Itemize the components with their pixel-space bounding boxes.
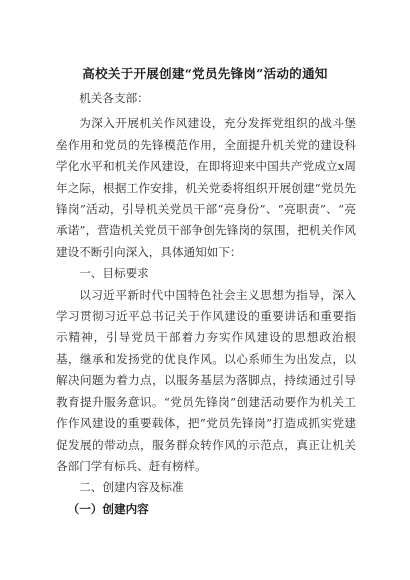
section-heading-goals: 一、目标要求 <box>79 266 149 281</box>
document-title: 高校关于开展创建“党员先锋岗”活动的通知 <box>82 66 328 81</box>
subsection-heading-content: （一）创建内容 <box>67 501 149 516</box>
intro-paragraph: 为深入开展机关作风建设，充分发挥党组织的战斗堡垒作用和党员的先锋模范作用，全面提升机关党的建设科学化水平和机关作风建设，在即将迎来中国共产党成立x周年之际，根据工作安排，机关党委将组织开展创建“党员先锋岗”活动，引导机关党员干部“亮身份”、“亮职责”、“亮承诺”，营造机关党员干部争创先锋岗的氛围，把机关作风建设不断引向深入，具体通知如下： <box>56 116 356 259</box>
salutation: 机关各支部： <box>79 91 149 105</box>
goals-paragraph: 以习近平新时代中国特色社会主义思想为指导，深入学习贯彻习近平总书记关于作风建设的重要讲话和重要指示精神，引导党员干部着力夯实作风建设的思想政治根基，继承和发扬党的优良作风。以心系师生为出发点，以解决问题为着力点，以服务基层为落脚点，持续通过引导教育提升服务意识。“党员先锋岗”创建活动要作为机关工作作风建设的重要载体，把“党员先锋岗”打造成抓实党建促发展的带动点，服务群众转作风的示范点，真正让机关各部门学有标兵、赶有榜样。 <box>56 287 356 473</box>
section-heading-content: 二、创建内容及标准 <box>79 480 184 495</box>
document-body <box>56 88 356 520</box>
